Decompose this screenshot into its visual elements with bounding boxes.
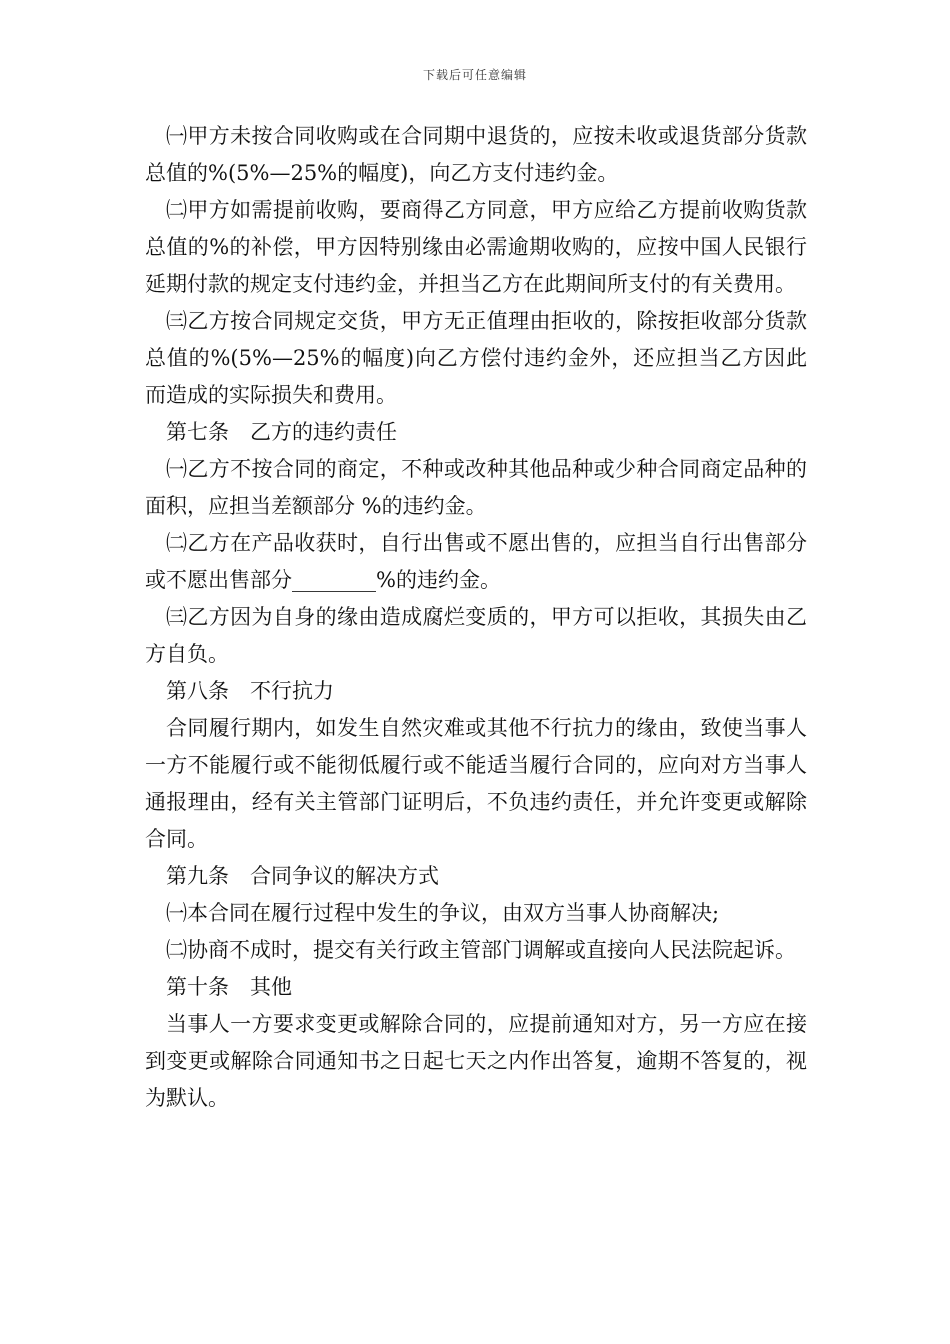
clause-paragraph: 合同履行期内，如发生自然灾难或其他不行抗力的缘由，致使当事人一方不能履行或不能彻低履行或不能适当履行合同的，应向对方当事人通报理由，经有关主管部门证明后，不负违约责任，并允许变更或解除合同。 (145, 716, 807, 851)
article-heading: 第八条 不行抗力 (166, 679, 334, 703)
article-heading: 第十条 其他 (166, 975, 292, 999)
article-heading: 第七条 乙方的违约责任 (166, 420, 397, 444)
clause-paragraph: ㈠甲方未按合同收购或在合同期中退货的，应按未收或退货部分货款总值的%(5%—25%的幅度)，向乙方支付违约金。 (145, 124, 807, 185)
document-body (145, 118, 807, 1117)
clause-paragraph: ㈢乙方按合同规定交货，甲方无正值理由拒收的，除按拒收部分货款总值的%(5%—25%的幅度)向乙方偿付违约金外，还应担当乙方因此而造成的实际损失和费用。 (145, 309, 807, 407)
clause-paragraph: ㈠乙方不按合同的商定，不种或改种其他品种或少种合同商定品种的面积，应担当差额部分 %的违约金。 (145, 457, 807, 518)
clause-paragraph: 当事人一方要求变更或解除合同的，应提前通知对方，另一方应在接到变更或解除合同通知书之日起七天之内作出答复，逾期不答复的，视为默认。 (145, 1012, 807, 1110)
clause-paragraph: ㈠本合同在履行过程中发生的争议，由双方当事人协商解决; (166, 901, 720, 925)
clause-paragraph: ㈡乙方在产品收获时，自行出售或不愿出售的，应担当自行出售部分或不愿出售部分________%的违约金。 (145, 531, 807, 592)
page-header: 下载后可任意编辑 (422, 68, 527, 82)
clause-paragraph: ㈢乙方因为自身的缘由造成腐烂变质的，甲方可以拒收，其损失由乙方自负。 (145, 605, 807, 666)
article-heading: 第九条 合同争议的解决方式 (166, 864, 439, 888)
clause-paragraph: ㈡甲方如需提前收购，要商得乙方同意，甲方应给乙方提前收购货款总值的%的补偿，甲方因特别缘由必需逾期收购的，应按中国人民银行延期付款的规定支付违约金，并担当乙方在此期间所支付的有关费用。 (145, 198, 807, 296)
clause-paragraph: ㈡协商不成时，提交有关行政主管部门调解或直接向人民法院起诉。 (166, 938, 796, 962)
